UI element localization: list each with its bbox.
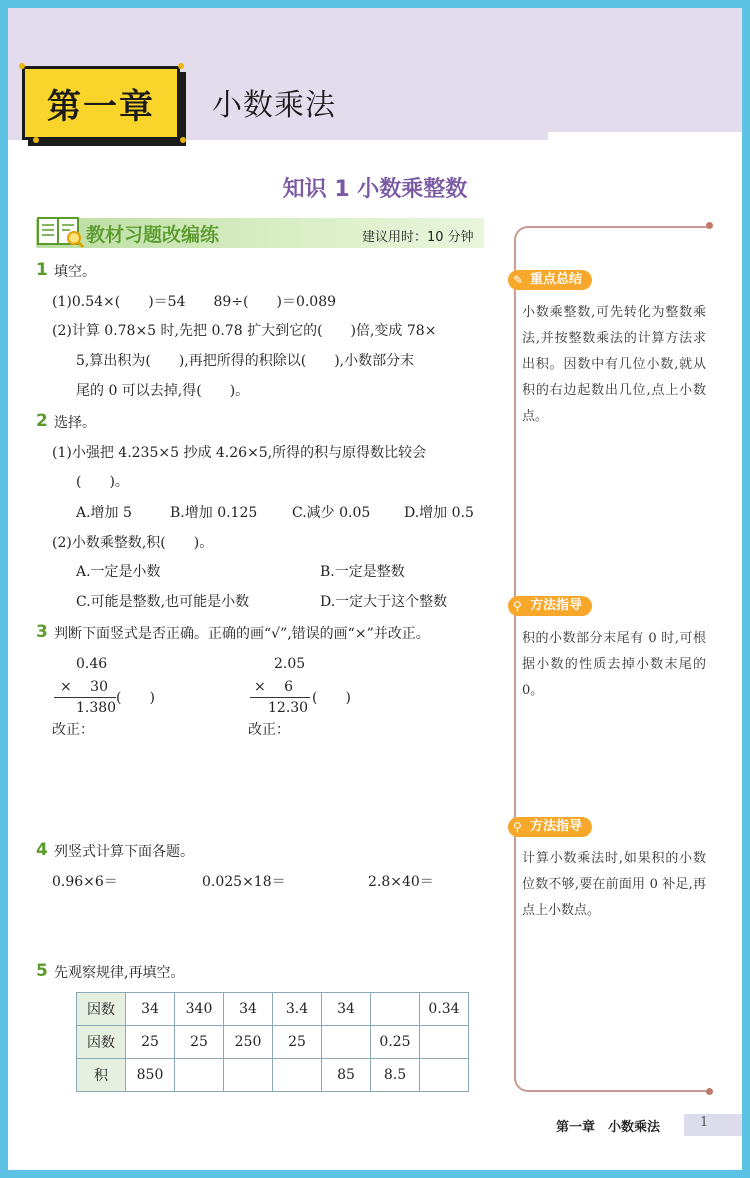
question-number: 4: [36, 840, 48, 860]
fix-label: 改正：: [52, 722, 94, 738]
table-row: [77, 1026, 469, 1059]
option: D.增加 0.5: [404, 505, 474, 521]
tag-label: 重点总结: [530, 272, 583, 287]
table-cell[interactable]: [224, 1059, 273, 1092]
magnifier-icon: ⚲: [513, 599, 522, 613]
option: D.一定大于这个整数: [320, 594, 448, 610]
sidebar-note: 积的小数部分末尾有 0 时,可根据小数的性质去掉小数末尾的 0。: [522, 631, 706, 698]
sidebar-note: 计算小数乘法时,如果积的小数位数不够,要在前面用 0 补足,再点上小数点。: [522, 851, 706, 918]
question-stem: 填空。: [54, 264, 96, 280]
question-number: 1: [36, 260, 48, 280]
calc-item: 0.96×6＝: [52, 874, 118, 890]
calc-result: 1.380: [76, 700, 117, 716]
table-cell[interactable]: [420, 1026, 469, 1059]
question-line: (2)计算 0.78×5 时,先把 0.78 扩大到它的( )倍,变成 78×: [52, 323, 437, 339]
chapter-label: 第一章: [47, 86, 155, 127]
table-cell: 0.34: [420, 993, 469, 1026]
pattern-table: [76, 992, 469, 1092]
calc-operator: × 6: [254, 679, 294, 695]
page-number: 1: [700, 1115, 709, 1130]
sidebar-note: 小数乘整数,可先转化为整数乘法,并按整数乘法的计算方法求出积。因数中有几位小数,就从积的右边起数出几位,点上小数点。: [522, 305, 706, 424]
question-line: (1)0.54×( )＝54 89÷( )＝0.089: [52, 294, 337, 310]
row-head: 因数: [77, 993, 126, 1026]
calc-item: 0.025×18＝: [202, 874, 286, 890]
table-cell: 250: [224, 1026, 273, 1059]
judge-blank[interactable]: ( ): [116, 690, 155, 706]
corner-dot: [33, 137, 39, 143]
sidebar-end-dot: [706, 1088, 713, 1095]
row-head: 积: [77, 1059, 126, 1092]
option: B.增加 0.125: [170, 505, 258, 521]
exercise-label: 教材习题改编练: [86, 224, 220, 246]
tag-label: 方法指导: [530, 819, 583, 834]
question-stem: 判断下面竖式是否正确。正确的画“√”,错误的画“×”并改正。: [54, 626, 430, 642]
question-line: ( )。: [76, 474, 129, 490]
table-cell: 3.4: [273, 993, 322, 1026]
table-cell: 34: [322, 993, 371, 1026]
table-cell[interactable]: [420, 1059, 469, 1092]
question-stem: 选择。: [54, 415, 96, 431]
option: A.增加 5: [76, 505, 132, 521]
fix-label: 改正：: [248, 722, 290, 738]
table-cell: 8.5: [371, 1059, 420, 1092]
table-row: [77, 1059, 469, 1092]
suggested-time: 建议用时：10 分钟: [362, 230, 474, 245]
table-cell: 25: [175, 1026, 224, 1059]
row-head: 因数: [77, 1026, 126, 1059]
tag-method-guide: [508, 817, 592, 837]
chapter-title: 小数乘法: [212, 88, 336, 123]
calc-item: 2.8×40＝: [368, 874, 434, 890]
calc-operator: × 30: [60, 679, 108, 695]
corner-dot: [19, 63, 25, 69]
chapter-badge: [22, 66, 180, 140]
calc-top: 2.05: [274, 656, 306, 672]
footer-tab: [684, 1114, 742, 1136]
table-row: [77, 993, 469, 1026]
sidebar-end-dot: [706, 222, 713, 229]
question-number: 5: [36, 961, 48, 981]
calc-result: 12.30: [268, 700, 309, 716]
table-cell: 34: [126, 993, 175, 1026]
pencil-icon: ✎: [513, 273, 524, 287]
option: A.一定是小数: [76, 564, 161, 580]
option: C.减少 0.05: [292, 505, 371, 521]
question-stem: 先观察规律,再填空。: [54, 965, 185, 981]
book-magnifier-icon: [36, 212, 86, 248]
question-line: 5,算出积为( ),再把所得的积除以( ),小数部分末: [76, 353, 415, 369]
calc-top: 0.46: [76, 656, 108, 672]
table-cell[interactable]: [322, 1026, 371, 1059]
corner-dot: [178, 63, 184, 69]
table-cell: 850: [126, 1059, 175, 1092]
question-number: 3: [36, 622, 48, 642]
magnifier-icon: ⚲: [513, 820, 522, 834]
tag-method-guide: [508, 596, 592, 616]
option: C.可能是整数,也可能是小数: [76, 594, 250, 610]
section-title: 知识 1 小数乘整数: [282, 177, 468, 202]
header-band-notch: [548, 132, 742, 144]
table-cell: 25: [126, 1026, 175, 1059]
table-cell: 34: [224, 993, 273, 1026]
tag-key-summary: [508, 270, 592, 290]
table-cell: 340: [175, 993, 224, 1026]
table-cell[interactable]: [273, 1059, 322, 1092]
table-cell: 25: [273, 1026, 322, 1059]
question-line: (1)小强把 4.235×5 抄成 4.26×5,所得的积与原得数比较会: [52, 445, 427, 461]
tag-label: 方法指导: [530, 598, 583, 613]
table-cell[interactable]: [175, 1059, 224, 1092]
corner-dot: [180, 137, 186, 143]
question-number: 2: [36, 411, 48, 431]
option: B.一定是整数: [320, 564, 405, 580]
table-cell[interactable]: [371, 993, 420, 1026]
question-line: (2)小数乘整数,积( )。: [52, 535, 214, 551]
question-stem: 列竖式计算下面各题。: [54, 844, 194, 860]
footer-chapter: 第一章 小数乘法: [556, 1120, 661, 1135]
table-cell: 85: [322, 1059, 371, 1092]
table-cell: 0.25: [371, 1026, 420, 1059]
judge-blank[interactable]: ( ): [312, 690, 351, 706]
question-line: 尾的 0 可以去掉,得( )。: [76, 383, 250, 399]
